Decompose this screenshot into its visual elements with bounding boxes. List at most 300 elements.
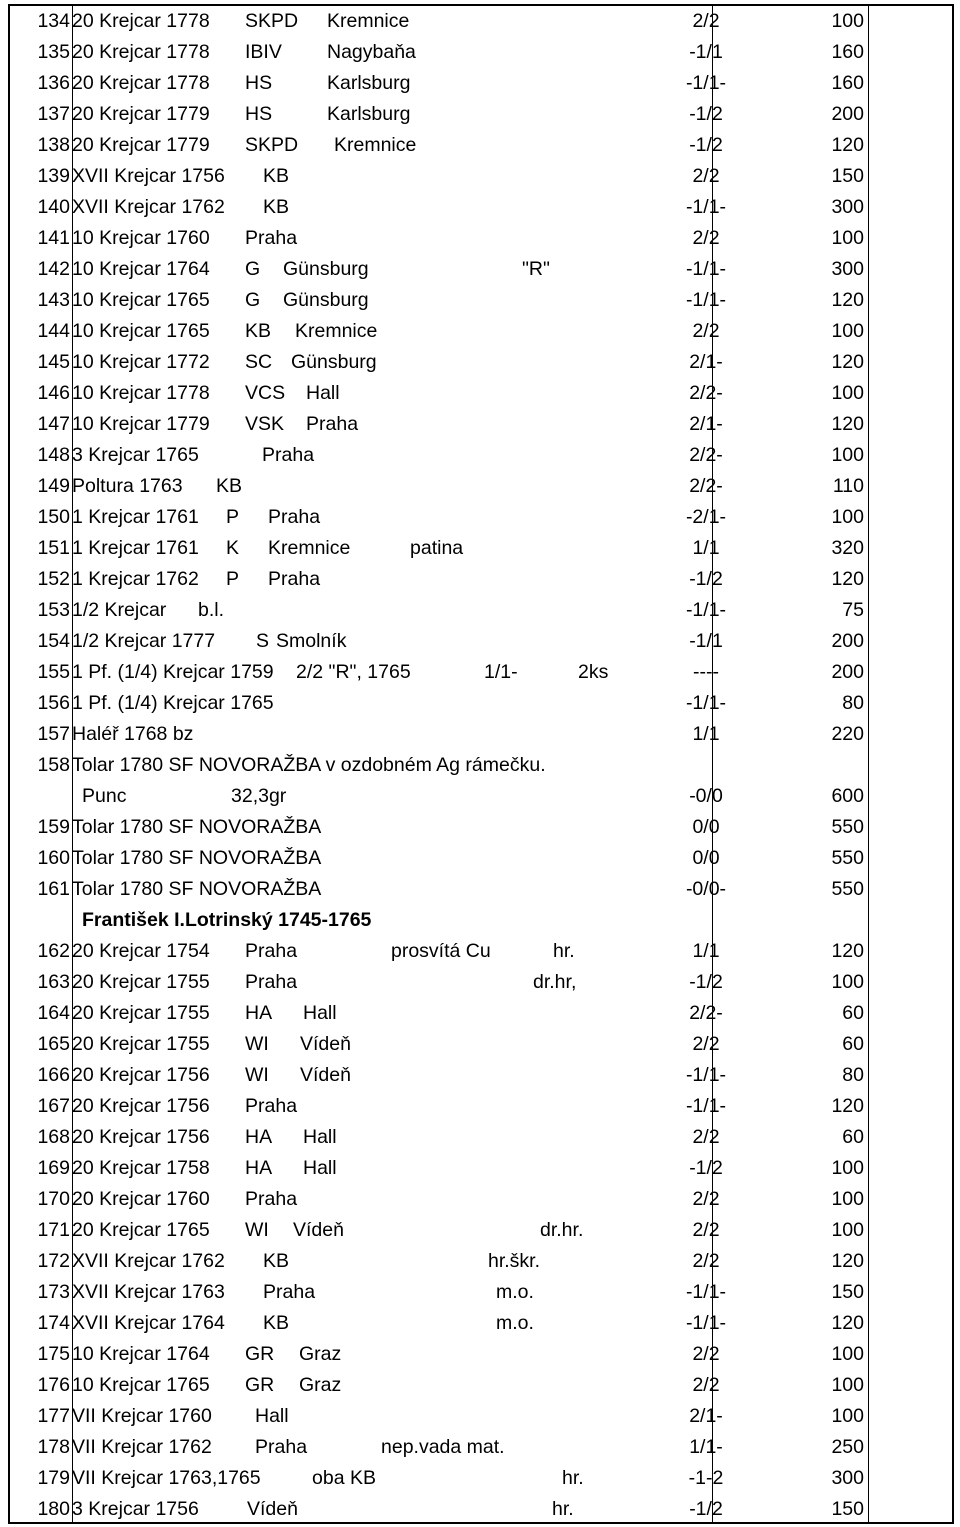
item-grade: -1/1-	[685, 1312, 727, 1334]
table-row	[10, 719, 952, 750]
item-description: Kremnice	[327, 10, 410, 32]
table-row	[10, 285, 952, 316]
item-price: 100	[831, 10, 864, 32]
item-number: 150	[37, 506, 70, 528]
table-row	[10, 1339, 952, 1370]
item-number: 171	[37, 1219, 70, 1241]
item-description: m.o.	[496, 1281, 534, 1303]
item-description: Tolar 1780 SF NOVORAŽBA v ozdobném Ag rámečku.	[72, 754, 546, 776]
item-description: Kremnice	[334, 134, 417, 156]
item-price: 100	[831, 971, 864, 993]
table-row	[10, 967, 952, 998]
item-price: 100	[831, 444, 864, 466]
item-description: 20 Krejcar 1756	[72, 1064, 210, 1086]
table-row	[10, 316, 952, 347]
section-heading	[10, 905, 952, 936]
table-row	[10, 471, 952, 502]
item-price: 100	[831, 1374, 864, 1396]
item-description: Tolar 1780 SF NOVORAŽBA	[72, 816, 322, 838]
item-price: 60	[842, 1033, 864, 1055]
item-description: Vídeň	[247, 1498, 298, 1520]
item-grade: 2/2	[692, 1250, 720, 1272]
item-price: 550	[831, 878, 864, 900]
item-description: b.l.	[198, 599, 225, 621]
item-description: 10 Krejcar 1765	[72, 1374, 210, 1396]
item-grade: 2/2-	[689, 382, 723, 404]
item-number: 163	[37, 971, 70, 993]
item-number: 145	[37, 351, 70, 373]
table-row	[10, 812, 952, 843]
item-price: 120	[831, 1095, 864, 1117]
item-description: 20 Krejcar 1758	[72, 1157, 210, 1179]
item-description: Hall	[303, 1126, 337, 1148]
table-row	[10, 68, 952, 99]
item-grade: -1/2	[689, 103, 723, 125]
item-grade: 2/2	[692, 1374, 720, 1396]
item-price: 100	[831, 1219, 864, 1241]
item-number: 149	[37, 475, 70, 497]
item-number: 158	[37, 754, 70, 776]
item-description: 2ks	[578, 661, 609, 683]
item-number: 169	[37, 1157, 70, 1179]
item-description: m.o.	[496, 1312, 534, 1334]
item-grade: -1/1-	[685, 258, 727, 280]
item-description: 1 Krejcar 1761	[72, 506, 199, 528]
item-grade: 2/1-	[689, 413, 723, 435]
item-price: 100	[831, 1157, 864, 1179]
item-description: HA	[245, 1157, 273, 1179]
table-row	[10, 564, 952, 595]
item-price: 600	[831, 785, 864, 807]
item-grade: -1-2	[688, 1467, 724, 1489]
table-row	[10, 1463, 952, 1494]
item-description: 3 Krejcar 1765	[72, 444, 199, 466]
item-number: 180	[37, 1498, 70, 1520]
item-grade: ----	[693, 661, 719, 683]
item-description: 20 Krejcar 1778	[72, 10, 210, 32]
item-grade: 2/2	[692, 320, 720, 342]
item-description: HS	[245, 103, 273, 125]
item-description: 1 Pf. (1/4) Krejcar 1765	[72, 692, 274, 714]
table-row	[10, 409, 952, 440]
item-description: 20 Krejcar 1760	[72, 1188, 210, 1210]
item-price: 60	[842, 1002, 864, 1024]
item-grade: -1/1-	[685, 692, 727, 714]
item-number: 134	[37, 10, 70, 32]
table-row	[10, 1432, 952, 1463]
item-description: G	[245, 258, 261, 280]
item-price: 120	[831, 940, 864, 962]
item-description: "R"	[522, 258, 550, 280]
item-price: 100	[831, 1405, 864, 1427]
item-grade: -1/1-	[685, 599, 727, 621]
item-price: 320	[831, 537, 864, 559]
item-description: Praha	[263, 1281, 316, 1303]
item-number: 167	[37, 1095, 70, 1117]
item-description: 1/2 Krejcar 1777	[72, 630, 216, 652]
item-price: 100	[831, 382, 864, 404]
item-number: 161	[37, 878, 70, 900]
item-grade: -1/1-	[685, 72, 727, 94]
item-description: G	[245, 289, 261, 311]
item-description: 20 Krejcar 1754	[72, 940, 210, 962]
item-description: patina	[410, 537, 464, 559]
item-description: Graz	[299, 1374, 342, 1396]
table-row	[10, 1277, 952, 1308]
item-description: Praha	[245, 1188, 298, 1210]
section-heading-text: František I.Lotrinský 1745-1765	[82, 909, 372, 931]
table-row	[10, 1215, 952, 1246]
item-grade: 2/2	[692, 10, 720, 32]
item-description: 1/1-	[484, 661, 518, 683]
item-description: Hall	[303, 1002, 337, 1024]
item-description: 32,3gr	[231, 785, 287, 807]
table-row	[10, 998, 952, 1029]
item-grade: -1/2	[689, 1157, 723, 1179]
item-number: 159	[37, 816, 70, 838]
item-description: 20 Krejcar 1778	[72, 72, 210, 94]
item-description: VII Krejcar 1763,1765	[72, 1467, 261, 1489]
item-grade: 2/2	[692, 165, 720, 187]
item-grade: -1/2	[689, 1498, 723, 1520]
table-row	[10, 874, 952, 905]
item-description: Hall	[255, 1405, 289, 1427]
item-price: 150	[831, 1498, 864, 1520]
table-row	[10, 1029, 952, 1060]
item-description: VSK	[245, 413, 285, 435]
item-number: 173	[37, 1281, 70, 1303]
item-description: KB	[245, 320, 272, 342]
table-row	[10, 595, 952, 626]
item-description: dr.hr,	[533, 971, 577, 993]
item-description: 10 Krejcar 1772	[72, 351, 210, 373]
item-description: Nagybaňa	[327, 41, 416, 63]
item-grade: 2/2	[692, 1219, 720, 1241]
item-price: 300	[831, 1467, 864, 1489]
item-description: Günsburg	[291, 351, 377, 373]
item-grade: 1/1	[692, 940, 720, 962]
table-row	[10, 1308, 952, 1339]
item-number: 162	[37, 940, 70, 962]
item-description: 2/2 "R", 1765	[296, 661, 411, 683]
item-description: hr.škr.	[488, 1250, 541, 1272]
item-description: Praha	[306, 413, 359, 435]
item-grade: -1/2	[689, 134, 723, 156]
item-description: XVII Krejcar 1764	[72, 1312, 225, 1334]
item-number: 137	[37, 103, 70, 125]
item-description: Karlsburg	[327, 72, 411, 94]
item-description: KB	[263, 165, 290, 187]
item-price: 250	[831, 1436, 864, 1458]
item-grade: -1/1-	[685, 1064, 727, 1086]
item-grade: -0/0	[689, 785, 723, 807]
item-number: 164	[37, 1002, 70, 1024]
item-description: Vídeň	[293, 1219, 344, 1241]
item-grade: 2/1-	[689, 351, 723, 373]
table-row	[10, 99, 952, 130]
item-description: Praha	[245, 940, 298, 962]
item-description: KB	[216, 475, 243, 497]
item-description: XVII Krejcar 1762	[72, 196, 225, 218]
item-description: 10 Krejcar 1760	[72, 227, 210, 249]
item-description: KB	[263, 1250, 290, 1272]
table-row	[10, 1184, 952, 1215]
item-number: 142	[37, 258, 70, 280]
item-price: 80	[842, 692, 864, 714]
item-price: 100	[831, 506, 864, 528]
item-description: Vídeň	[300, 1033, 351, 1055]
item-description: HA	[245, 1002, 273, 1024]
item-number: 143	[37, 289, 70, 311]
item-price: 160	[831, 41, 864, 63]
item-description: Vídeň	[300, 1064, 351, 1086]
table-row	[10, 192, 952, 223]
item-grade: -1/1	[689, 630, 723, 652]
item-description: 10 Krejcar 1765	[72, 320, 210, 342]
item-grade: 2/2	[692, 1126, 720, 1148]
item-grade: -1/1-	[685, 289, 727, 311]
item-description: 3 Krejcar 1756	[72, 1498, 199, 1520]
item-description: IBIV	[245, 41, 282, 63]
item-description: 10 Krejcar 1765	[72, 289, 210, 311]
item-description: Günsburg	[283, 258, 369, 280]
item-number: 176	[37, 1374, 70, 1396]
item-price: 120	[831, 568, 864, 590]
item-price: 120	[831, 289, 864, 311]
item-description: 1 Pf. (1/4) Krejcar 1759	[72, 661, 274, 683]
item-grade: 2/2-	[689, 475, 723, 497]
item-description: KB	[263, 1312, 290, 1334]
item-description: nep.vada mat.	[381, 1436, 505, 1458]
item-price: 150	[831, 1281, 864, 1303]
item-description: 20 Krejcar 1755	[72, 1033, 210, 1055]
item-number: 152	[37, 568, 70, 590]
item-description: oba KB	[312, 1467, 376, 1489]
item-price: 100	[831, 227, 864, 249]
item-price: 80	[842, 1064, 864, 1086]
item-number: 156	[37, 692, 70, 714]
item-description: Karlsburg	[327, 103, 411, 125]
item-price: 120	[831, 134, 864, 156]
item-number: 141	[37, 227, 70, 249]
item-number: 148	[37, 444, 70, 466]
item-description: GR	[245, 1343, 275, 1365]
item-description: Kremnice	[268, 537, 351, 559]
item-number: 170	[37, 1188, 70, 1210]
item-description: Praha	[255, 1436, 308, 1458]
item-grade: 2/2-	[689, 1002, 723, 1024]
table-row	[10, 1060, 952, 1091]
item-description: 20 Krejcar 1779	[72, 103, 210, 125]
item-description: WI	[245, 1219, 269, 1241]
item-description: 1/2 Krejcar	[72, 599, 167, 621]
table-row	[10, 254, 952, 285]
item-number: 177	[37, 1405, 70, 1427]
item-number: 174	[37, 1312, 70, 1334]
table-row	[10, 533, 952, 564]
table-row	[10, 1091, 952, 1122]
table-row	[10, 1401, 952, 1432]
table-row	[10, 440, 952, 471]
item-description: Praha	[245, 971, 298, 993]
item-description: 20 Krejcar 1779	[72, 134, 210, 156]
item-number: 157	[37, 723, 70, 745]
item-description: HS	[245, 72, 273, 94]
item-number: 136	[37, 72, 70, 94]
item-description: Günsburg	[283, 289, 369, 311]
item-price: 120	[831, 1312, 864, 1334]
item-description: SKPD	[245, 134, 299, 156]
item-description: SC	[245, 351, 273, 373]
item-price: 75	[842, 599, 864, 621]
item-number: 172	[37, 1250, 70, 1272]
item-description: Hall	[303, 1157, 337, 1179]
item-price: 120	[831, 351, 864, 373]
item-description: 20 Krejcar 1765	[72, 1219, 210, 1241]
item-description: Tolar 1780 SF NOVORAŽBA	[72, 847, 322, 869]
item-number: 146	[37, 382, 70, 404]
item-number: 153	[37, 599, 70, 621]
item-description: K	[226, 537, 240, 559]
item-number: 139	[37, 165, 70, 187]
item-grade: -1/2	[689, 568, 723, 590]
item-number: 178	[37, 1436, 70, 1458]
item-grade: 0/0	[692, 847, 720, 869]
item-description: Praha	[268, 506, 321, 528]
item-grade: 2/2	[692, 1343, 720, 1365]
item-grade: 2/1-	[689, 1405, 723, 1427]
item-description: Poltura 1763	[72, 475, 183, 497]
item-number: 175	[37, 1343, 70, 1365]
item-description: VII Krejcar 1760	[72, 1405, 212, 1427]
item-description: Praha	[262, 444, 315, 466]
item-description: WI	[245, 1064, 269, 1086]
item-number: 144	[37, 320, 70, 342]
item-description: S	[256, 630, 270, 652]
item-description: 10 Krejcar 1764	[72, 258, 210, 280]
item-description: 1 Krejcar 1761	[72, 537, 199, 559]
item-grade: 2/2-	[689, 444, 723, 466]
item-number: 138	[37, 134, 70, 156]
table-row	[10, 626, 952, 657]
table-row	[10, 6, 952, 37]
item-description: VCS	[245, 382, 286, 404]
item-description: 20 Krejcar 1778	[72, 41, 210, 63]
item-grade: -1/1-	[685, 1095, 727, 1117]
item-grade: 1/1	[692, 537, 720, 559]
item-price: 550	[831, 847, 864, 869]
table-row	[10, 1122, 952, 1153]
item-description: Kremnice	[295, 320, 378, 342]
item-number: 140	[37, 196, 70, 218]
table-row	[10, 502, 952, 533]
item-description: hr.	[562, 1467, 584, 1489]
item-description: P	[226, 568, 240, 590]
price-list-table	[8, 4, 954, 1524]
item-price: 550	[831, 816, 864, 838]
item-grade: -0/0-	[685, 878, 727, 900]
table-row	[10, 161, 952, 192]
item-price: 220	[831, 723, 864, 745]
item-grade: 2/2	[692, 227, 720, 249]
item-price: 300	[831, 258, 864, 280]
item-number: 166	[37, 1064, 70, 1086]
item-description: Punc	[82, 785, 127, 807]
item-description: 10 Krejcar 1779	[72, 413, 210, 435]
item-grade: 1/1	[692, 723, 720, 745]
item-grade: -1/1-	[685, 196, 727, 218]
item-description: 1 Krejcar 1762	[72, 568, 199, 590]
table-row	[10, 657, 952, 688]
item-description: WI	[245, 1033, 269, 1055]
item-grade: -1/2	[689, 971, 723, 993]
item-price: 100	[831, 1343, 864, 1365]
table-row	[10, 378, 952, 409]
item-description: Haléř 1768 bz	[72, 723, 194, 745]
table-row	[10, 1370, 952, 1401]
item-description: Graz	[299, 1343, 342, 1365]
item-description: Praha	[268, 568, 321, 590]
item-number: 135	[37, 41, 70, 63]
table-row	[10, 347, 952, 378]
item-description: Praha	[245, 227, 298, 249]
item-description: KB	[263, 196, 290, 218]
table-row	[10, 1153, 952, 1184]
item-description: P	[226, 506, 240, 528]
table-row	[10, 688, 952, 719]
item-description: 10 Krejcar 1778	[72, 382, 210, 404]
table-row	[10, 1246, 952, 1277]
table-row	[10, 936, 952, 967]
item-number: 155	[37, 661, 70, 683]
item-description: XVII Krejcar 1756	[72, 165, 225, 187]
table-row	[10, 37, 952, 68]
item-description: hr.	[553, 940, 575, 962]
item-description: Praha	[245, 1095, 298, 1117]
item-number: 151	[37, 537, 70, 559]
item-grade: 2/2	[692, 1033, 720, 1055]
item-description: XVII Krejcar 1763	[72, 1281, 225, 1303]
item-price: 120	[831, 413, 864, 435]
item-price: 200	[831, 661, 864, 683]
item-description: prosvítá Cu	[391, 940, 491, 962]
item-description: 20 Krejcar 1756	[72, 1126, 210, 1148]
item-description: Smolník	[276, 630, 347, 652]
item-description: 20 Krejcar 1755	[72, 1002, 210, 1024]
item-price: 120	[831, 1250, 864, 1272]
item-description: VII Krejcar 1762	[72, 1436, 212, 1458]
item-grade: -1/1-	[685, 1281, 727, 1303]
item-price: 150	[831, 165, 864, 187]
item-description: SKPD	[245, 10, 299, 32]
item-price: 300	[831, 196, 864, 218]
item-description: HA	[245, 1126, 273, 1148]
table-row	[10, 130, 952, 161]
item-number: 147	[37, 413, 70, 435]
item-price: 160	[831, 72, 864, 94]
item-number: 179	[37, 1467, 70, 1489]
item-description: Tolar 1780 SF NOVORAŽBA	[72, 878, 322, 900]
table-row	[10, 223, 952, 254]
item-price: 110	[832, 475, 864, 497]
item-description: dr.hr.	[540, 1219, 584, 1241]
item-grade: -2/1-	[685, 506, 727, 528]
item-description: 20 Krejcar 1755	[72, 971, 210, 993]
item-number: 154	[37, 630, 70, 652]
item-grade: 0/0	[692, 816, 720, 838]
item-number: 165	[37, 1033, 70, 1055]
item-description: 20 Krejcar 1756	[72, 1095, 210, 1117]
